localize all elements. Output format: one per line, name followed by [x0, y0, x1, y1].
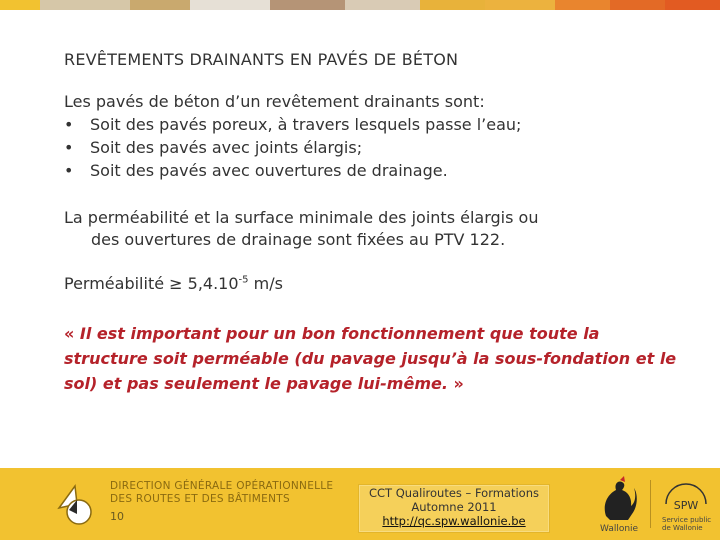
quote-text: Il est important pour un bon fonctionnement que toute la structure soit perméable (du pavage jusqu’à la sous-fondation et le sol) et pas seulement le pavage lui-même. — [64, 324, 677, 393]
intro-text: Les pavés de béton d’un revêtement drainants sont: — [64, 92, 485, 111]
wallonie-label: Wallonie — [600, 524, 639, 534]
slide-title: REVÊTEMENTS DRAINANTS EN PAVÉS DE BÉTON — [64, 50, 459, 69]
event-box: CCT Qualiroutes – Formations Automne 2011 http://qc.spw.wallonie.be — [358, 484, 550, 533]
permeability-line-2: des ouvertures de drainage sont fixées au PTV 122. — [91, 230, 506, 249]
bullet-item: • Soit des pavés poreux, à travers lesquels passe l’eau; — [64, 115, 522, 134]
quote-paragraph: « Il est important pour un bon fonctionnement que toute la structure soit perméable (du pavage jusqu’à la sous-fondation et le sol) et pas seulement le pavage lui-même. » — [64, 324, 677, 393]
footer — [0, 468, 720, 540]
top-color-bar — [0, 0, 720, 10]
bullet-list — [64, 113, 684, 182]
spw-subtitle: Service public de Wallonie — [662, 516, 712, 532]
permeability-value: Perméabilité ≥ $5,4.10^{-5}$ m/s — [64, 274, 283, 293]
dgo-text: DIRECTION GÉNÉRALE OPÉRATIONNELLE DES ROUTES ET DES BÂTIMENTS — [110, 480, 334, 505]
bullet-item: • Soit des pavés avec joints élargis; — [64, 138, 363, 157]
page-number: 10 — [110, 510, 124, 523]
bullet-item: • Soit des pavés avec ouvertures de drainage. — [64, 161, 448, 180]
permeability-paragraph — [64, 207, 684, 251]
intro-block — [64, 90, 684, 182]
permeability-line-1: La perméabilité et la surface minimale des joints élargis ou — [64, 208, 539, 227]
dgo-logo-icon — [55, 480, 97, 530]
rooster-icon — [598, 476, 638, 524]
footer-divider — [650, 480, 651, 528]
svg-text:SPW: SPW — [673, 499, 699, 512]
website-link[interactable]: http://qc.spw.wallonie.be — [382, 514, 526, 528]
spw-logo-icon — [662, 482, 710, 514]
